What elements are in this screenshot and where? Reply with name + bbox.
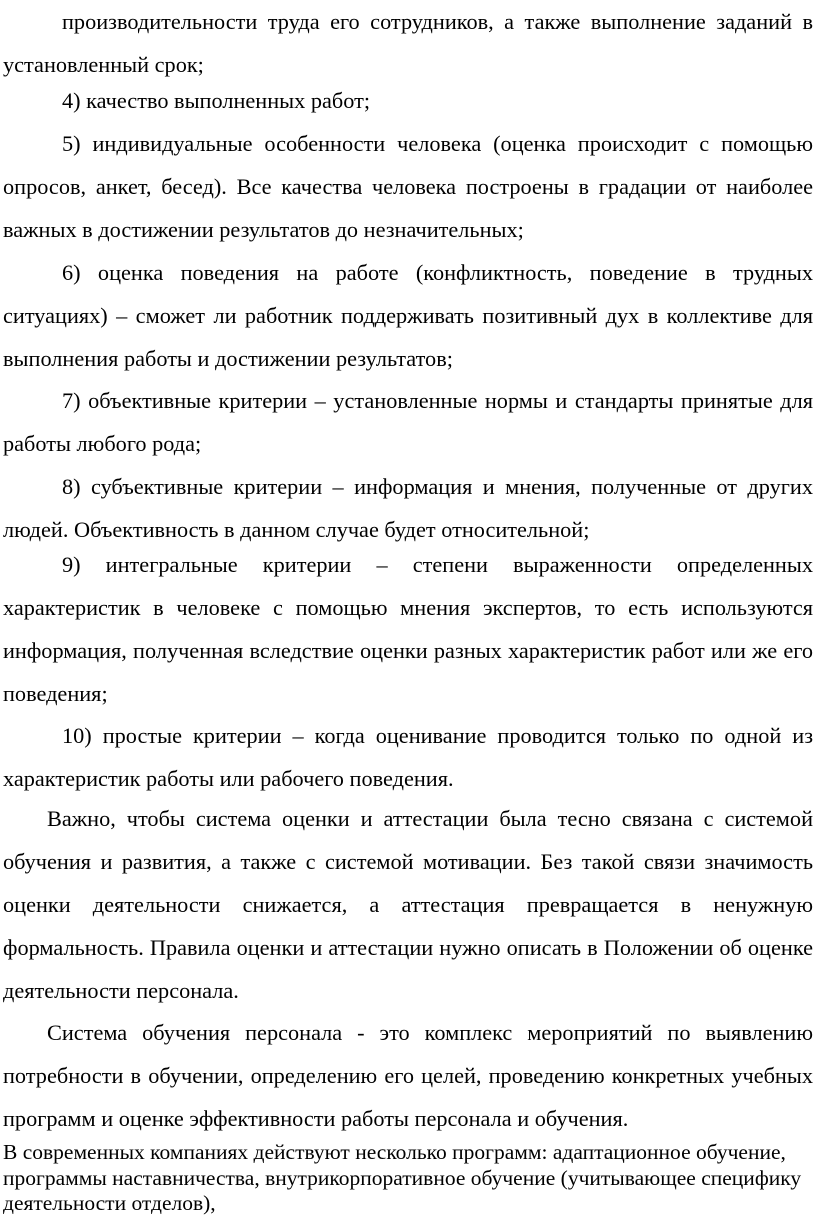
- list-item-6: 6) оценка поведения на работе (конфликтность, поведение в трудных ситуациях) – сможет ли работник поддерживать позитивный дух в коллективе для выполнения работы и достижении результатов;: [3, 260, 813, 371]
- list-item-10: 10) простые критерии – когда оценивание проводится только по одной из характеристик работы или рабочего поведения.: [3, 723, 813, 791]
- paragraph-continuation: производительности труда его сотрудников, а также выполнение заданий в установленный срок;: [3, 9, 813, 77]
- list-item-4: 4) качество выполненных работ;: [62, 88, 371, 113]
- paragraph-assessment: Важно, чтобы система оценки и аттестации была тесно связана с системой обучения и развития, а также с системой мотивации. Без такой связи значимость оценки деятельности снижается, а аттестация превращается в ненужную формальность. Правила оценки и аттестации нужно описать в Положении об оценке деятельности персонала.: [3, 806, 813, 1003]
- list-item-7: 7) объективные критерии – установленные нормы и стандарты принятые для работы любого рода;: [3, 388, 813, 456]
- paragraph-training-system: Система обучения персонала - это комплекс мероприятий по выявлению потребности в обучении, определению его целей, проведению конкретных учебных программ и оценке эффективности работы персонала и обучения.: [3, 1020, 813, 1131]
- list-item-5: 5) индивидуальные особенности человека (оценка происходит с помощью опросов, анкет, бесед). Все качества человека построены в градации от наиболее важных в достижении результатов до незначительных;: [3, 131, 813, 242]
- paragraph-programs: В современных компаниях действуют несколько программ: адаптационное обучение, программы наставничества, внутрикорпоративное обучение (учитывающее специфику деятельности отделов),: [3, 1140, 802, 1215]
- list-item-9: 9) интегральные критерии – степени выраженности определенных характеристик в человеке с помощью мнения экспертов, то есть используются информация, полученная вследствие оценки разных характеристик работ или же его поведения;: [3, 552, 813, 706]
- list-item-8: 8) субъективные критерии – информация и мнения, полученные от других людей. Объективность в данном случае будет относительной;: [3, 474, 813, 542]
